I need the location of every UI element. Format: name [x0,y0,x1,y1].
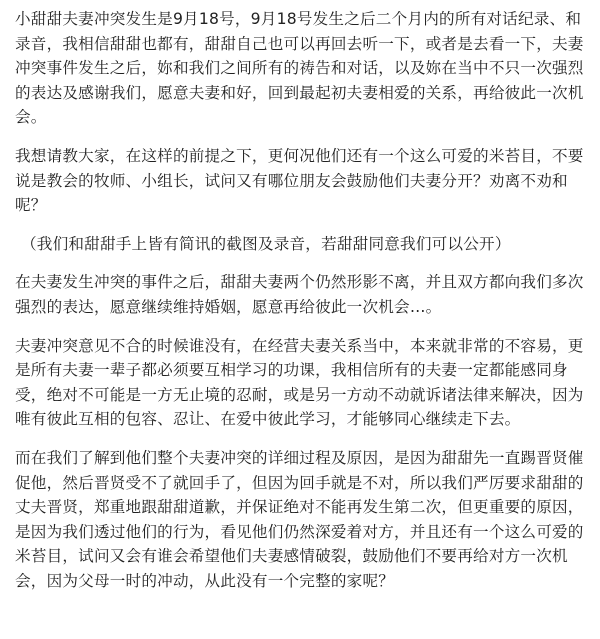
paragraph-question-to-readers: 我想请教大家，在这样的前提之下，更何况他们还有一个这么可爱的米苔目，不要说是教会的牧师、小组长，试问又有哪位朋友会鼓励他们夫妻分开？劝离不劝和呢？ [15,146,584,215]
paragraph-after-conflict: 在夫妻发生冲突的事件之后，甜甜夫妻两个仍然形影不离，并且双方都向我们多次强烈的表达，愿意继续维持婚姻，愿意再给彼此一次机会…。 [15,273,584,316]
article-body [15,7,590,607]
paragraph-marriage-lesson: 夫妻冲突意见不合的时候谁没有，在经营夫妻关系当中，本来就非常的不容易，更是所有夫妻一辈子都必须要互相学习的功课，我相信所有的夫妻一定都能感同身受，绝对不可能是一方无止境的忍耐，或是另一方动不动就诉诸法律来解决，因为唯有彼此互相的包容、忍让、在爱中彼此学习，才能够同心继续走下去。 [15,336,584,429]
paragraph-conflict-date: 小甜甜夫妻冲突发生是9月18号，9月18号发生之后二个月内的所有对话纪录、和录音，我相信甜甜也都有，甜甜自己也可以再回去听一下，或者是去看一下，夫妻冲突事件发生之后，妳和我们之间所有的祷告和对话，以及妳在当中不只一次强烈的表达及感谢我们，愿意夫妻和好，回到最起初夫妻相爱的关系，再给彼此一次机会。 [15,10,584,127]
paragraph-evidence-note: （我们和甜甜手上皆有简讯的截图及录音，若甜甜同意我们可以公开） [21,234,511,253]
paragraph-conflict-details: 而在我们了解到他们整个夫妻冲突的详细过程及原因，是因为甜甜先一直踢晋贤催促他，然后晋贤受不了就回手了，但因为回手就是不对，所以我们严厉要求甜甜的丈夫晋贤，郑重地跟甜甜道歉，并保证绝对不能再发生第二次，但更重要的原因，是因为我们透过他们的行为，看见他们仍然深爱着对方，并且还有一个这么可爱的米苔目，试问又会有谁会希望他们夫妻感情破裂，鼓励他们不要再给对方一次机会，因为父母一时的冲动，从此没有一个完整的家呢？ [15,448,584,590]
